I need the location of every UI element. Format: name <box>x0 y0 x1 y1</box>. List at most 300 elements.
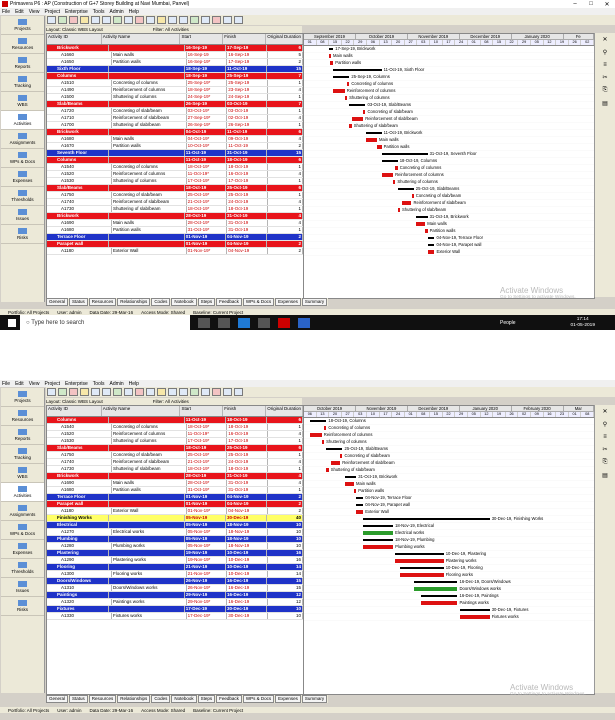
col-activity-name[interactable]: Activity Name <box>102 34 181 44</box>
layout-label[interactable]: Layout: Classic WBS Layout <box>46 399 103 404</box>
toolbar-button-icon[interactable] <box>47 388 56 396</box>
nav-projects[interactable] <box>1 16 44 35</box>
table-row[interactable] <box>47 466 303 473</box>
table-row[interactable] <box>47 571 303 578</box>
wbs-row[interactable] <box>47 592 303 599</box>
nav-issues[interactable] <box>1 578 44 597</box>
cell-activity-name <box>109 101 185 107</box>
menu-file[interactable]: File <box>2 8 11 15</box>
group-icon[interactable]: ≡ <box>603 434 607 440</box>
nav-assignments[interactable] <box>1 130 44 149</box>
windows-start-icon[interactable] <box>8 319 16 327</box>
table-row[interactable] <box>47 87 303 94</box>
table-row[interactable] <box>47 452 303 459</box>
table-row[interactable] <box>47 108 303 115</box>
nav-risks[interactable] <box>1 225 44 244</box>
gantt-activity-bar[interactable] <box>382 173 394 177</box>
table-row[interactable] <box>47 529 303 536</box>
tab-expenses[interactable]: Expenses <box>275 298 301 306</box>
menu-tools[interactable]: Tools <box>92 380 105 387</box>
nav-wps-docs[interactable] <box>1 149 44 168</box>
gantt-activity-bar[interactable] <box>416 222 425 226</box>
toolbar-button-icon[interactable] <box>135 16 144 24</box>
gantt-activity-bar[interactable] <box>395 559 443 563</box>
gantt-summary-bar[interactable] <box>416 216 428 218</box>
toolbar-button-icon[interactable] <box>80 16 89 24</box>
gantt-activity-bar[interactable] <box>402 201 411 205</box>
table-row[interactable] <box>47 199 303 206</box>
gantt-activity-bar[interactable] <box>460 615 490 619</box>
tab-feedback[interactable]: Feedback <box>216 695 242 703</box>
gantt-activity-bar[interactable] <box>329 54 331 58</box>
menu-admin[interactable]: Admin <box>109 8 124 15</box>
taskbar-clock[interactable] <box>570 317 595 329</box>
wbs-row[interactable] <box>47 550 303 557</box>
table-row[interactable] <box>47 459 303 466</box>
gantt-activity-bar[interactable] <box>398 208 400 212</box>
nav-reports[interactable] <box>1 54 44 73</box>
table-row[interactable] <box>47 94 303 101</box>
cell-duration: 2 <box>268 248 303 254</box>
gantt-month: December 2019 <box>460 34 512 39</box>
wbs-row[interactable] <box>47 185 303 192</box>
nav-expenses[interactable] <box>1 540 44 559</box>
gantt-bar-label: Partition walls <box>429 228 456 233</box>
toolbar-button-icon[interactable] <box>157 16 166 24</box>
tab-steps[interactable]: Steps <box>198 695 216 703</box>
table-row[interactable] <box>47 115 303 122</box>
table-row[interactable] <box>47 206 303 213</box>
gantt-activity-bar[interactable] <box>363 545 393 549</box>
nav-wbs[interactable] <box>1 464 44 483</box>
gantt-week: 23 <box>556 412 569 417</box>
gantt-activity-bar[interactable] <box>340 454 342 458</box>
tab-resources[interactable]: Resources <box>89 298 117 306</box>
paste-icon[interactable]: ▤ <box>602 101 608 107</box>
toolbar-button-icon[interactable] <box>58 388 67 396</box>
wbs-row[interactable] <box>47 473 303 480</box>
minimize-icon[interactable]: – <box>573 0 577 7</box>
status-user: User: admin <box>57 707 82 713</box>
tab-steps[interactable]: Steps <box>198 298 216 306</box>
gantt-summary-bar[interactable] <box>345 476 357 478</box>
gantt-activity-bar[interactable] <box>347 82 349 86</box>
gantt-activity-bar[interactable] <box>349 124 351 128</box>
menu-file[interactable]: File <box>2 380 11 387</box>
nav-projects[interactable] <box>1 388 44 407</box>
wbs-row[interactable] <box>47 515 303 522</box>
wbs-row[interactable] <box>47 445 303 452</box>
gantt-row <box>304 88 594 95</box>
toolbar-button-icon[interactable] <box>190 16 199 24</box>
cell-duration: 6 <box>267 185 303 191</box>
menu-tools[interactable]: Tools <box>92 8 105 15</box>
status-bar <box>0 707 615 713</box>
cell-duration: 1 <box>268 438 303 444</box>
cell-finish: 31-Oct-19 <box>226 150 267 156</box>
tab-status[interactable]: Status <box>69 695 88 703</box>
cell-activity-id: A1520 <box>47 171 112 177</box>
task-view-icon[interactable] <box>218 318 230 328</box>
gantt-summary-bar[interactable] <box>326 448 342 450</box>
gantt-activity-bar[interactable] <box>393 180 395 184</box>
gantt-activity-bar[interactable] <box>345 96 347 100</box>
cell-start: 11-Oct-19 <box>185 417 226 423</box>
menu-view[interactable]: View <box>28 380 40 387</box>
wbs-row[interactable] <box>47 501 303 508</box>
table-row[interactable] <box>47 192 303 199</box>
gantt-activity-bar[interactable] <box>331 461 340 465</box>
cell-activity-id: A1680 <box>47 227 112 233</box>
tab-summary[interactable]: Summary <box>302 695 327 703</box>
table-row[interactable] <box>47 585 303 592</box>
nav-resources[interactable] <box>1 407 44 426</box>
toolbar-button-icon[interactable] <box>201 388 210 396</box>
gantt-summary-bar[interactable] <box>382 153 428 155</box>
gantt-row <box>304 46 594 53</box>
gantt-summary-bar[interactable] <box>356 497 363 499</box>
toolbar-button-icon[interactable] <box>146 16 155 24</box>
gantt-summary-bar[interactable] <box>460 609 490 611</box>
gantt-activity-bar[interactable] <box>326 468 328 472</box>
toolbar-button-icon[interactable] <box>179 16 188 24</box>
gantt-activity-bar[interactable] <box>324 426 326 430</box>
filter-label[interactable]: Filter: All Activities <box>152 399 189 404</box>
col-start[interactable]: Start <box>180 406 223 416</box>
menu-edit[interactable]: Edit <box>15 380 24 387</box>
tab-wps-docs[interactable]: WPs & Docs <box>243 298 274 306</box>
table-row[interactable] <box>47 143 303 150</box>
cell-duration: 2 <box>267 494 303 500</box>
menu-help[interactable]: Help <box>128 380 139 387</box>
wbs-row[interactable] <box>47 66 303 73</box>
col-activity-name[interactable]: Activity Name <box>102 406 181 416</box>
toolbar-button-icon[interactable] <box>80 388 89 396</box>
nav-expenses[interactable] <box>1 168 44 187</box>
gantt-summary-bar[interactable] <box>310 420 326 422</box>
table-row[interactable] <box>47 487 303 494</box>
gantt-activity-bar[interactable] <box>377 145 382 149</box>
cell-start: 26-Sep-19 <box>185 101 226 107</box>
wbs-row[interactable] <box>47 150 303 157</box>
col-activity-id[interactable]: Activity ID <box>47 406 102 416</box>
resources-icon <box>18 38 27 44</box>
taskbar-search[interactable] <box>20 315 190 330</box>
close-icon[interactable]: ✕ <box>604 1 610 8</box>
nav-reports[interactable] <box>1 426 44 445</box>
gantt-week: 15 <box>493 40 506 45</box>
gantt-summary-bar[interactable] <box>395 553 443 555</box>
col-start[interactable]: Start <box>180 34 223 44</box>
table-row[interactable] <box>47 599 303 606</box>
gantt-activity-bar[interactable] <box>352 117 364 121</box>
wbs-row[interactable] <box>47 578 303 585</box>
gantt-activity-bar[interactable] <box>363 110 365 114</box>
filter-label[interactable]: Filter: All Activities <box>152 27 189 32</box>
wbs-row[interactable] <box>47 606 303 613</box>
tab-feedback[interactable]: Feedback <box>216 298 242 306</box>
gantt-summary-bar[interactable] <box>400 567 444 569</box>
nav-tracking[interactable] <box>1 73 44 92</box>
primavera-taskbar-icon[interactable] <box>278 318 290 328</box>
menu-enterprise[interactable]: Enterprise <box>65 8 88 15</box>
tab-resources[interactable]: Resources <box>89 695 117 703</box>
wbs-row[interactable] <box>47 101 303 108</box>
tab-notebook[interactable]: Notebook <box>171 695 196 703</box>
toolbar-button-icon[interactable] <box>190 388 199 396</box>
tab-wps-docs[interactable]: WPs & Docs <box>243 695 274 703</box>
nav-risks[interactable] <box>1 597 44 616</box>
tab-relationships[interactable]: Relationships <box>117 695 150 703</box>
col-activity-id[interactable]: Activity ID <box>47 34 102 44</box>
nav-wbs[interactable] <box>1 92 44 111</box>
gantt-bar-label: 18-Oct-19, Columns <box>328 418 366 423</box>
cell-start: 18-Sep-19 <box>185 66 226 72</box>
tab-codes[interactable]: Codes <box>151 298 170 306</box>
nav-wps-docs[interactable] <box>1 521 44 540</box>
group-icon[interactable]: ≡ <box>603 62 607 68</box>
cell-start: 28-Oct-19* <box>187 480 228 486</box>
menu-admin[interactable]: Admin <box>109 380 124 387</box>
gantt-activity-bar[interactable] <box>322 440 324 444</box>
wbs-row[interactable] <box>47 241 303 248</box>
nav-tracking[interactable] <box>1 445 44 464</box>
tab-general[interactable]: General <box>46 298 68 306</box>
store-icon[interactable] <box>258 318 270 328</box>
table-row[interactable] <box>47 613 303 620</box>
table-row[interactable] <box>47 438 303 445</box>
tab-relationships[interactable]: Relationships <box>117 298 150 306</box>
menu-enterprise[interactable]: Enterprise <box>65 380 88 387</box>
gantt-summary-bar[interactable] <box>363 539 393 541</box>
toolbar-button-icon[interactable] <box>168 388 177 396</box>
scissors-icon[interactable]: ✂ <box>602 447 608 453</box>
gantt-summary-bar[interactable] <box>329 48 334 50</box>
toolbar-button-icon[interactable] <box>113 388 122 396</box>
gantt-summary-bar[interactable] <box>363 518 490 520</box>
gantt-activity-bar[interactable] <box>421 601 458 605</box>
gantt-activity-bar[interactable] <box>395 166 397 170</box>
people-label[interactable]: People <box>500 320 516 326</box>
wbs-row[interactable] <box>47 564 303 571</box>
gantt-summary-bar[interactable] <box>333 76 349 78</box>
gantt-summary-bar[interactable] <box>414 581 458 583</box>
layout-label[interactable]: Layout: Classic WBS Layout <box>46 27 103 32</box>
gantt-activity-bar[interactable] <box>363 531 393 535</box>
menu-help[interactable]: Help <box>128 8 139 15</box>
tab-status[interactable]: Status <box>69 298 88 306</box>
tab-notebook[interactable]: Notebook <box>171 298 196 306</box>
table-row[interactable] <box>47 178 303 185</box>
cell-start: 21-Oct-19* <box>187 459 228 465</box>
gantt-activity-bar[interactable] <box>428 250 435 254</box>
table-row[interactable] <box>47 136 303 143</box>
menu-view[interactable]: View <box>28 8 40 15</box>
wbs-row[interactable] <box>47 213 303 220</box>
gantt-summary-bar[interactable] <box>428 244 435 246</box>
wbs-row[interactable] <box>47 234 303 241</box>
cell-activity-id: A1300 <box>47 571 112 577</box>
toolbar-button-icon[interactable] <box>69 388 78 396</box>
gantt-activity-bar[interactable] <box>400 573 444 577</box>
wbs-row[interactable] <box>47 73 303 80</box>
gantt-week: 03 <box>354 412 367 417</box>
table-row[interactable] <box>47 220 303 227</box>
toolbar-button-icon[interactable] <box>212 388 221 396</box>
gantt-activity-bar[interactable] <box>414 587 458 591</box>
table-row[interactable] <box>47 248 303 255</box>
nav-activities[interactable] <box>1 483 44 502</box>
gantt-week: 16 <box>544 412 557 417</box>
toolbar-button-icon[interactable] <box>69 16 78 24</box>
toolbar-button-icon[interactable] <box>179 388 188 396</box>
cell-finish: 02-Oct-19 <box>227 115 268 121</box>
tab-general[interactable]: General <box>46 695 68 703</box>
gantt-month: November 2019 <box>356 406 408 411</box>
gantt-activity-bar[interactable] <box>425 229 427 233</box>
gantt-chart <box>303 33 595 299</box>
close-icon[interactable]: ✕ <box>602 409 608 415</box>
table-row[interactable] <box>47 508 303 515</box>
edge-browser-icon[interactable] <box>238 318 250 328</box>
gantt-activity-bar[interactable] <box>310 433 322 437</box>
col-duration[interactable]: Original Duration <box>266 34 303 44</box>
wbs-row[interactable] <box>47 45 303 52</box>
table-row[interactable] <box>47 227 303 234</box>
table-row[interactable] <box>47 557 303 564</box>
wbs-row[interactable] <box>47 522 303 529</box>
gantt-activity-bar[interactable] <box>333 89 345 93</box>
cell-finish: 16-Dec-19 <box>226 578 267 584</box>
wbs-row[interactable] <box>47 417 303 424</box>
toolbar-button-icon[interactable] <box>157 388 166 396</box>
cell-activity-name: Shuttering of columns <box>112 438 187 444</box>
gantt-summary-bar[interactable] <box>382 160 398 162</box>
gantt-week: 26 <box>506 412 519 417</box>
gantt-activity-bar[interactable] <box>412 194 414 198</box>
gantt-activity-bar[interactable] <box>366 138 378 142</box>
gantt-summary-bar[interactable] <box>398 188 414 190</box>
paste-icon[interactable]: ▤ <box>602 473 608 479</box>
filter-icon[interactable]: ⚲ <box>602 422 608 428</box>
toolbar-button-icon[interactable] <box>124 16 133 24</box>
tab-codes[interactable]: Codes <box>151 695 170 703</box>
table-row[interactable] <box>47 424 303 431</box>
nav-thresholds[interactable] <box>1 187 44 206</box>
tab-expenses[interactable]: Expenses <box>275 695 301 703</box>
toolbar-button-icon[interactable] <box>146 388 155 396</box>
gantt-summary-bar[interactable] <box>428 237 435 239</box>
gantt-row <box>304 614 594 621</box>
filter-icon[interactable]: ⚲ <box>602 50 608 56</box>
gantt-row <box>304 418 594 425</box>
tab-summary[interactable]: Summary <box>302 298 327 306</box>
maximize-icon[interactable]: □ <box>589 0 593 7</box>
menu-project[interactable]: Project <box>44 8 60 15</box>
gantt-summary-bar[interactable] <box>349 104 365 106</box>
gantt-summary-bar[interactable] <box>366 132 382 134</box>
toolbar-button-icon[interactable] <box>58 16 67 24</box>
gantt-activity-bar[interactable] <box>356 510 363 514</box>
toolbar-button-icon[interactable] <box>135 388 144 396</box>
menu-project[interactable]: Project <box>44 380 60 387</box>
wbs-row[interactable] <box>47 129 303 136</box>
toolbar-button-icon[interactable] <box>102 388 111 396</box>
col-finish[interactable]: Finish <box>223 406 266 416</box>
explorer-icon[interactable] <box>298 318 310 328</box>
nav-issues[interactable] <box>1 206 44 225</box>
toolbar-button-icon[interactable] <box>234 16 243 24</box>
gantt-activity-bar[interactable] <box>345 482 354 486</box>
col-finish[interactable]: Finish <box>223 34 266 44</box>
gantt-summary-bar[interactable] <box>333 69 381 71</box>
toolbar-button-icon[interactable] <box>168 16 177 24</box>
copy-icon[interactable]: ⎘ <box>602 459 608 465</box>
activities-icon <box>18 114 27 120</box>
table-row[interactable] <box>47 52 303 59</box>
table-row[interactable] <box>47 59 303 66</box>
toolbar-button-icon[interactable] <box>102 16 111 24</box>
cell-activity-name <box>109 522 185 528</box>
close-icon[interactable]: ✕ <box>602 37 608 43</box>
gantt-activity-bar[interactable] <box>354 489 356 493</box>
scissors-icon[interactable]: ✂ <box>602 75 608 81</box>
toolbar-button-icon[interactable] <box>223 16 232 24</box>
cell-activity-name <box>109 592 185 598</box>
wbs-row[interactable] <box>47 536 303 543</box>
table-row[interactable] <box>47 164 303 171</box>
table-row[interactable] <box>47 480 303 487</box>
window-controls <box>567 1 615 8</box>
copy-icon[interactable]: ⎘ <box>602 87 608 93</box>
mic-icon[interactable] <box>198 318 210 328</box>
table-row[interactable] <box>47 122 303 129</box>
table-row[interactable] <box>47 543 303 550</box>
toolbar-button-icon[interactable] <box>201 16 210 24</box>
gantt-summary-bar[interactable] <box>363 525 393 527</box>
nav-thresholds[interactable] <box>1 559 44 578</box>
wbs-row[interactable] <box>47 157 303 164</box>
nav-activities[interactable] <box>1 111 44 130</box>
gantt-summary-bar[interactable] <box>421 595 458 597</box>
toolbar-button-icon[interactable] <box>113 16 122 24</box>
nav-assignments[interactable] <box>1 502 44 521</box>
gantt-row <box>304 495 594 502</box>
cell-activity-name: Reinforcement of columns <box>112 431 187 437</box>
table-row[interactable] <box>47 431 303 438</box>
wbs-row[interactable] <box>47 494 303 501</box>
toolbar-button-icon[interactable] <box>47 16 56 24</box>
cell-finish: 31-Oct-19 <box>227 487 268 493</box>
table-row[interactable] <box>47 80 303 87</box>
toolbar-button-icon[interactable] <box>91 16 100 24</box>
gantt-week: 22 <box>506 40 519 45</box>
toolbar-button-icon[interactable] <box>91 388 100 396</box>
toolbar-button-icon[interactable] <box>234 388 243 396</box>
col-duration[interactable]: Original Duration <box>266 406 303 416</box>
gantt-bar-label: 16-Dec-19, Paintings <box>459 593 499 598</box>
nav-resources[interactable] <box>1 35 44 54</box>
toolbar-button-icon[interactable] <box>212 16 221 24</box>
menu-edit[interactable]: Edit <box>15 8 24 15</box>
gantt-summary-bar[interactable] <box>356 504 363 506</box>
toolbar-button-icon[interactable] <box>223 388 232 396</box>
gantt-week: 13 <box>317 412 330 417</box>
toolbar-button-icon[interactable] <box>124 388 133 396</box>
table-row[interactable] <box>47 171 303 178</box>
gantt-activity-bar[interactable] <box>330 61 333 65</box>
gantt-bar-label: 25-Oct-19, Slab/Beams <box>415 186 460 191</box>
